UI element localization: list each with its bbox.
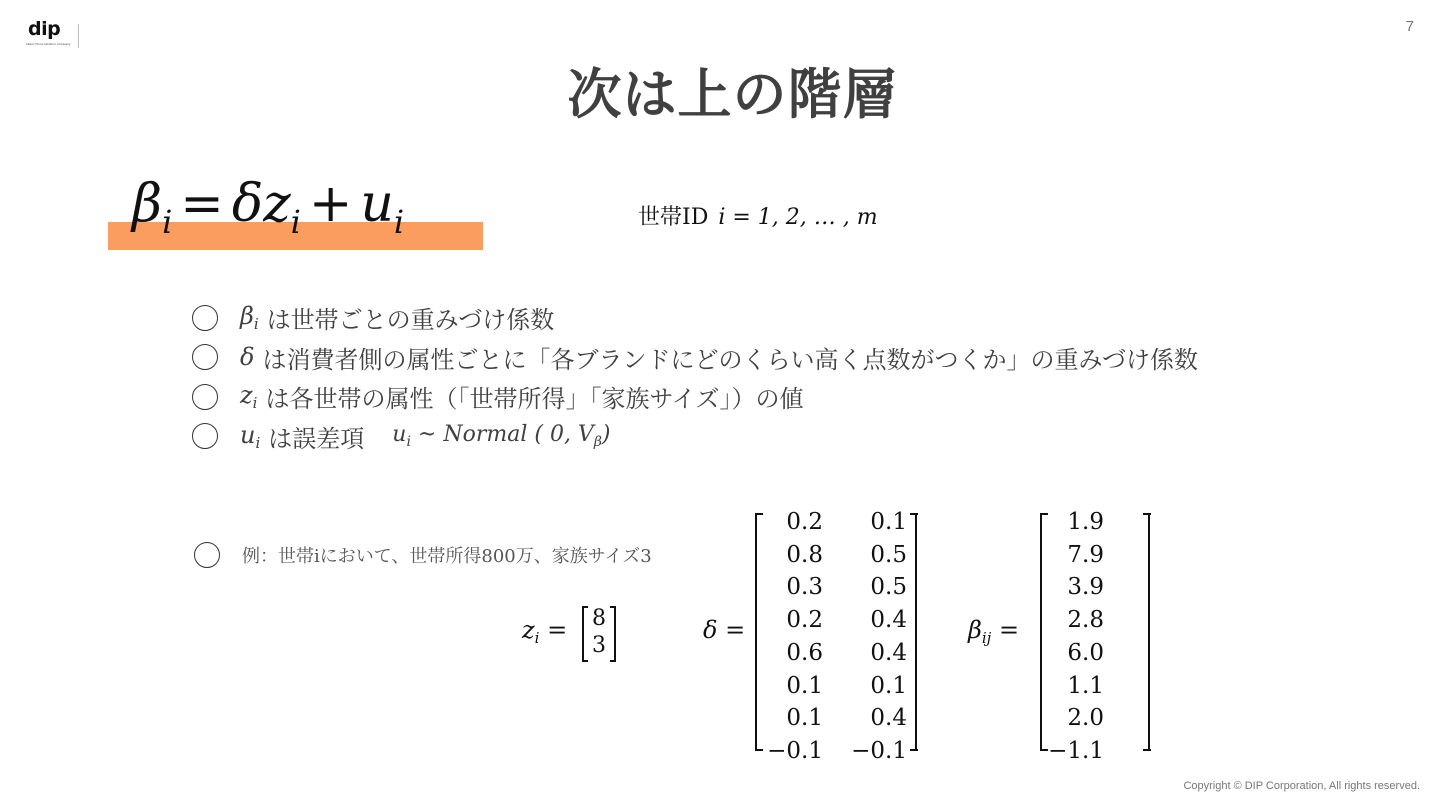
matrix-row — [757, 542, 915, 574]
eq-plus: + — [308, 174, 353, 234]
matrix-cell: −0.1 — [767, 737, 823, 764]
matrix-row — [1042, 705, 1148, 737]
eq-beta-sub: i — [162, 203, 173, 241]
logo-text: dip — [28, 18, 61, 40]
matrix-cell: 0.1 — [870, 509, 907, 535]
matrix-cell: 0.4 — [870, 607, 907, 634]
list-item — [192, 338, 1198, 378]
matrix-row — [1042, 607, 1148, 639]
list-item — [192, 298, 1198, 338]
list-item — [192, 417, 1198, 457]
matrix-cell: −1.1 — [1048, 737, 1104, 764]
circle-bullet-icon — [192, 344, 218, 370]
matrix-row — [757, 607, 915, 639]
matrix-cell: 2.8 — [1067, 607, 1104, 634]
z-vector-cell: 8 — [592, 606, 606, 631]
logo-tagline: Labor force solution company — [26, 42, 71, 46]
bullet-text: は誤差項 — [268, 424, 365, 453]
matrix-cell: 3.9 — [1067, 574, 1104, 601]
matrix-row — [757, 705, 915, 737]
logo-divider — [78, 24, 79, 48]
matrix-cell: 0.4 — [870, 639, 907, 666]
matrix-cell: −0.1 — [851, 737, 907, 764]
matrix-cell: 7.9 — [1067, 541, 1104, 568]
z-vector-cell: 3 — [592, 633, 606, 658]
household-id — [638, 200, 878, 231]
bullet-symbol: $z_i$ — [240, 381, 258, 413]
matrix-cell: 0.3 — [786, 574, 823, 601]
bullet-symbol: $u_i$ — [240, 420, 261, 452]
matrix-row — [757, 509, 915, 541]
matrix-cell: 0.5 — [870, 541, 907, 568]
error-distribution: $u_i$ ~ Normal ( 0, $V_\beta$) — [392, 422, 611, 451]
eq-delta: δ — [231, 174, 264, 234]
matrix-cell: 0.1 — [786, 705, 823, 732]
eq-u: u — [360, 174, 394, 234]
matrix-cell: 2.0 — [1067, 705, 1104, 732]
matrix-cell: 0.5 — [870, 574, 907, 601]
company-logo — [26, 18, 82, 50]
eq-z: z — [263, 174, 291, 234]
delta-matrix — [755, 509, 917, 764]
matrix-cell: 0.6 — [786, 639, 823, 666]
circle-bullet-icon — [194, 542, 220, 568]
matrix-cell: 1.9 — [1067, 509, 1104, 535]
matrix-row — [757, 738, 915, 770]
matrix-cell: 0.1 — [870, 672, 907, 699]
matrix-cell: 0.8 — [786, 541, 823, 568]
eq-beta: β — [132, 174, 163, 234]
matrix-row — [757, 574, 915, 606]
circle-bullet-icon — [192, 423, 218, 449]
slide-title: 次は上の階層 — [567, 63, 898, 126]
bullet-text: は消費者側の属性ごとに「各ブランドにどのくらい高く点数がつくか」の重みづけ係数 — [262, 345, 1198, 374]
delta-matrix-label: δ = — [703, 616, 746, 644]
example-text: 例：世帯iにおいて、世帯所得800万、家族サイズ3 — [242, 546, 652, 567]
copyright-text: Copyright © DIP Corporation, All rights reserved. — [1183, 780, 1420, 792]
main-equation — [132, 174, 404, 241]
matrix-row — [1042, 673, 1148, 705]
matrix-cell: 0.1 — [786, 672, 823, 699]
eq-z-sub: i — [290, 203, 301, 241]
z-vector-label: $z_i$ = — [522, 616, 568, 647]
matrix-cell: 0.2 — [786, 509, 823, 535]
household-range: i = 1, 2, … , m — [718, 205, 878, 230]
bullet-symbol: δ — [240, 343, 255, 372]
matrix-cell: 0.4 — [870, 705, 907, 732]
page-number: 7 — [1405, 18, 1414, 35]
matrix-row — [1042, 574, 1148, 606]
circle-bullet-icon — [192, 305, 218, 331]
matrix-row — [1042, 738, 1148, 770]
bullet-text: は世帯ごとの重みづけ係数 — [266, 306, 555, 335]
matrix-row — [757, 673, 915, 705]
list-item — [192, 377, 1198, 417]
matrix-row — [1042, 640, 1148, 672]
matrix-cell: 0.2 — [786, 607, 823, 634]
matrix-cell: 6.0 — [1067, 639, 1104, 666]
beta-matrix-label: $\beta_{ij}$ = — [968, 616, 1020, 647]
bullet-text: は各世帯の属性（「世帯所得」「家族サイズ」）の値 — [265, 385, 804, 414]
z-vector — [582, 606, 616, 662]
definition-list — [192, 298, 1198, 456]
matrix-row — [1042, 509, 1148, 541]
household-label: 世帯ID — [638, 205, 709, 230]
bullet-symbol: $\beta_i$ — [240, 302, 259, 334]
example-item — [194, 542, 652, 568]
matrix-row — [757, 640, 915, 672]
eq-equals: = — [180, 174, 224, 234]
matrix-row — [1042, 542, 1148, 574]
circle-bullet-icon — [192, 384, 218, 410]
matrix-cell: 1.1 — [1067, 672, 1104, 699]
beta-matrix — [1040, 509, 1150, 764]
eq-u-sub: i — [393, 203, 405, 241]
